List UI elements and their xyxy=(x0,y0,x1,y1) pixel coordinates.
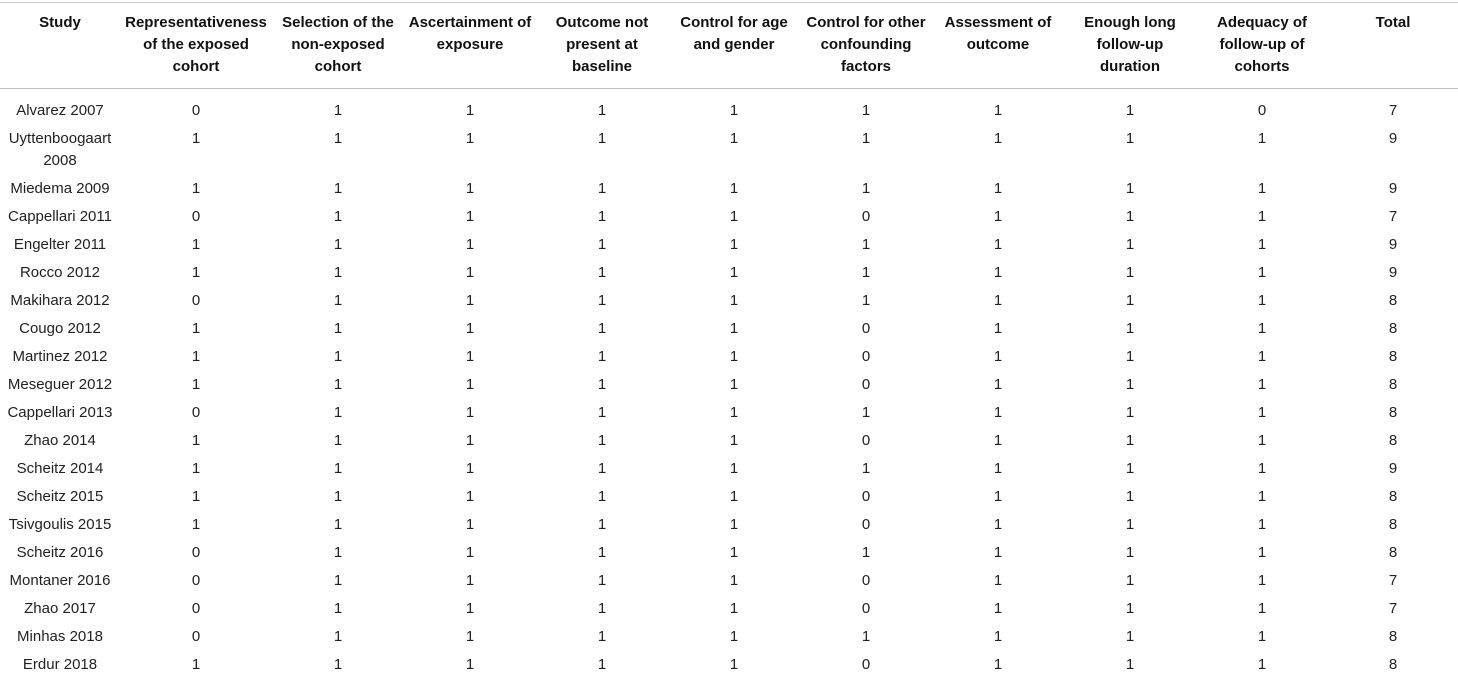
cell-outcome-baseline: 1 xyxy=(597,320,607,337)
cell-selection-non-exposed: 1 xyxy=(333,348,343,365)
cell-control-age-gender: 1 xyxy=(729,236,739,253)
cell-assessment-outcome: 1 xyxy=(993,348,1003,365)
cell-follow-up-adequacy: 1 xyxy=(1257,460,1267,477)
cell-study: Makihara 2012 xyxy=(10,292,110,309)
cell-total: 9 xyxy=(1388,264,1398,281)
cell-study: Cappellari 2013 xyxy=(7,404,113,421)
cell-outcome-baseline: 1 xyxy=(597,404,607,421)
cell-outcome-baseline: 1 xyxy=(597,348,607,365)
cell-control-confounding: 0 xyxy=(861,488,871,505)
cell-representativeness: 0 xyxy=(191,628,201,645)
cell-assessment-outcome: 1 xyxy=(993,292,1003,309)
cell-control-age-gender: 1 xyxy=(729,264,739,281)
cell-follow-up-duration: 1 xyxy=(1125,600,1135,617)
cell-selection-non-exposed: 1 xyxy=(333,236,343,253)
cell-total: 9 xyxy=(1388,460,1398,477)
cell-selection-non-exposed: 1 xyxy=(333,516,343,533)
cell-outcome-baseline: 1 xyxy=(597,488,607,505)
cell-study: Martinez 2012 xyxy=(12,348,108,365)
cell-study: Cougo 2012 xyxy=(19,320,101,337)
cell-study: Miedema 2009 xyxy=(10,180,110,197)
header-row xyxy=(0,3,1458,89)
header-control-age-gender: Control for age and gender xyxy=(668,3,800,89)
cell-follow-up-adequacy: 1 xyxy=(1257,320,1267,337)
cell-ascertainment: 1 xyxy=(465,572,475,589)
cell-total: 9 xyxy=(1388,236,1398,253)
cell-representativeness: 1 xyxy=(191,488,201,505)
cell-control-confounding: 1 xyxy=(861,130,871,147)
cell-assessment-outcome: 1 xyxy=(993,320,1003,337)
cell-study: Scheitz 2014 xyxy=(16,460,104,477)
cell-total: 8 xyxy=(1388,376,1398,393)
cell-total: 7 xyxy=(1388,600,1398,617)
cell-ascertainment: 1 xyxy=(465,544,475,561)
cell-assessment-outcome: 1 xyxy=(993,236,1003,253)
cell-ascertainment: 1 xyxy=(465,404,475,421)
cell-assessment-outcome: 1 xyxy=(993,130,1003,147)
cell-control-confounding: 1 xyxy=(861,102,871,119)
table-row xyxy=(0,539,1458,567)
cell-follow-up-duration: 1 xyxy=(1125,656,1135,673)
cell-control-confounding: 1 xyxy=(861,236,871,253)
cell-total: 8 xyxy=(1388,656,1398,673)
cell-control-age-gender: 1 xyxy=(729,628,739,645)
cell-control-age-gender: 1 xyxy=(729,348,739,365)
cell-ascertainment: 1 xyxy=(465,600,475,617)
header-follow-up-duration: Enough long follow-up duration xyxy=(1064,3,1196,89)
cell-selection-non-exposed: 1 xyxy=(333,102,343,119)
cell-follow-up-duration: 1 xyxy=(1125,208,1135,225)
cell-follow-up-adequacy: 1 xyxy=(1257,264,1267,281)
header-selection-non-exposed: Selection of the non-exposed cohort xyxy=(272,3,404,89)
cell-selection-non-exposed: 1 xyxy=(333,208,343,225)
cell-ascertainment: 1 xyxy=(465,628,475,645)
cell-representativeness: 0 xyxy=(191,208,201,225)
cell-follow-up-duration: 1 xyxy=(1125,404,1135,421)
cell-selection-non-exposed: 1 xyxy=(333,130,343,147)
cell-selection-non-exposed: 1 xyxy=(333,180,343,197)
cell-study: Erdur 2018 xyxy=(22,656,98,673)
header-study: Study xyxy=(0,3,120,89)
cell-ascertainment: 1 xyxy=(465,516,475,533)
cell-follow-up-adequacy: 1 xyxy=(1257,180,1267,197)
cell-follow-up-duration: 1 xyxy=(1125,180,1135,197)
header-follow-up-adequacy: Adequacy of follow-up of cohorts xyxy=(1196,3,1328,89)
cell-control-age-gender: 1 xyxy=(729,572,739,589)
cell-total: 9 xyxy=(1388,180,1398,197)
cell-study: Tsivgoulis 2015 xyxy=(8,516,112,533)
cell-representativeness: 1 xyxy=(191,516,201,533)
cell-selection-non-exposed: 1 xyxy=(333,544,343,561)
cell-control-confounding: 0 xyxy=(861,348,871,365)
cell-total: 9 xyxy=(1388,130,1398,147)
cell-follow-up-duration: 1 xyxy=(1125,628,1135,645)
cell-representativeness: 0 xyxy=(191,572,201,589)
cell-study: Scheitz 2015 xyxy=(16,488,104,505)
cell-follow-up-adequacy: 1 xyxy=(1257,236,1267,253)
cell-control-age-gender: 1 xyxy=(729,376,739,393)
cell-total: 8 xyxy=(1388,292,1398,309)
cell-representativeness: 1 xyxy=(191,130,201,147)
cell-outcome-baseline: 1 xyxy=(597,432,607,449)
cell-control-age-gender: 1 xyxy=(729,320,739,337)
cell-total: 7 xyxy=(1388,572,1398,589)
cell-follow-up-adequacy: 1 xyxy=(1257,600,1267,617)
cell-total: 8 xyxy=(1388,544,1398,561)
cell-control-confounding: 0 xyxy=(861,516,871,533)
cell-control-confounding: 0 xyxy=(861,656,871,673)
cell-outcome-baseline: 1 xyxy=(597,460,607,477)
cell-follow-up-duration: 1 xyxy=(1125,460,1135,477)
quality-assessment-table xyxy=(0,2,1458,679)
cell-follow-up-duration: 1 xyxy=(1125,102,1135,119)
cell-study: Zhao 2014 xyxy=(24,432,96,449)
table-row xyxy=(0,455,1458,483)
cell-follow-up-adequacy: 1 xyxy=(1257,292,1267,309)
cell-ascertainment: 1 xyxy=(465,208,475,225)
cell-control-age-gender: 1 xyxy=(729,180,739,197)
cell-study: Engelter 2011 xyxy=(13,236,107,253)
cell-ascertainment: 1 xyxy=(465,376,475,393)
cell-total: 8 xyxy=(1388,488,1398,505)
cell-ascertainment: 1 xyxy=(465,236,475,253)
cell-selection-non-exposed: 1 xyxy=(333,432,343,449)
cell-representativeness: 0 xyxy=(191,544,201,561)
cell-selection-non-exposed: 1 xyxy=(333,404,343,421)
cell-assessment-outcome: 1 xyxy=(993,102,1003,119)
table-row xyxy=(0,259,1458,287)
cell-selection-non-exposed: 1 xyxy=(333,292,343,309)
cell-outcome-baseline: 1 xyxy=(597,544,607,561)
table-row xyxy=(0,623,1458,651)
cell-ascertainment: 1 xyxy=(465,292,475,309)
cell-control-confounding: 1 xyxy=(861,628,871,645)
cell-outcome-baseline: 1 xyxy=(597,572,607,589)
cell-assessment-outcome: 1 xyxy=(993,180,1003,197)
cell-representativeness: 1 xyxy=(191,236,201,253)
cell-follow-up-duration: 1 xyxy=(1125,544,1135,561)
cell-control-confounding: 1 xyxy=(861,180,871,197)
header-total: Total xyxy=(1328,3,1458,89)
cell-control-age-gender: 1 xyxy=(729,656,739,673)
table-row xyxy=(0,343,1458,371)
cell-representativeness: 0 xyxy=(191,404,201,421)
cell-study: Rocco 2012 xyxy=(19,264,101,281)
cell-representativeness: 1 xyxy=(191,432,201,449)
table-row xyxy=(0,89,1458,126)
cell-selection-non-exposed: 1 xyxy=(333,600,343,617)
cell-study: Cappellari 2011 xyxy=(8,208,112,225)
cell-study: Meseguer 2012 xyxy=(7,376,113,393)
cell-outcome-baseline: 1 xyxy=(597,208,607,225)
cell-total: 8 xyxy=(1388,404,1398,421)
cell-control-confounding: 0 xyxy=(861,600,871,617)
cell-control-age-gender: 1 xyxy=(729,292,739,309)
cell-follow-up-duration: 1 xyxy=(1125,432,1135,449)
cell-follow-up-adequacy: 1 xyxy=(1257,572,1267,589)
cell-follow-up-adequacy: 1 xyxy=(1257,544,1267,561)
table-row xyxy=(0,399,1458,427)
cell-representativeness: 0 xyxy=(191,292,201,309)
cell-outcome-baseline: 1 xyxy=(597,236,607,253)
cell-control-confounding: 1 xyxy=(861,460,871,477)
cell-assessment-outcome: 1 xyxy=(993,432,1003,449)
cell-assessment-outcome: 1 xyxy=(993,628,1003,645)
cell-control-age-gender: 1 xyxy=(729,432,739,449)
cell-assessment-outcome: 1 xyxy=(993,516,1003,533)
cell-control-age-gender: 1 xyxy=(729,460,739,477)
cell-control-age-gender: 1 xyxy=(729,600,739,617)
cell-follow-up-duration: 1 xyxy=(1125,572,1135,589)
table-row xyxy=(0,427,1458,455)
cell-follow-up-adequacy: 1 xyxy=(1257,404,1267,421)
header-control-confounding: Control for other confounding factors xyxy=(800,3,932,89)
table-row xyxy=(0,651,1458,679)
cell-assessment-outcome: 1 xyxy=(993,544,1003,561)
cell-representativeness: 1 xyxy=(191,264,201,281)
table-row xyxy=(0,203,1458,231)
cell-representativeness: 1 xyxy=(191,376,201,393)
cell-selection-non-exposed: 1 xyxy=(333,628,343,645)
cell-total: 8 xyxy=(1388,628,1398,645)
table-row xyxy=(0,567,1458,595)
cell-control-age-gender: 1 xyxy=(729,516,739,533)
cell-follow-up-duration: 1 xyxy=(1125,320,1135,337)
cell-outcome-baseline: 1 xyxy=(597,102,607,119)
cell-selection-non-exposed: 1 xyxy=(333,572,343,589)
cell-follow-up-adequacy: 1 xyxy=(1257,488,1267,505)
cell-control-confounding: 1 xyxy=(861,544,871,561)
cell-follow-up-adequacy: 1 xyxy=(1257,208,1267,225)
cell-follow-up-duration: 1 xyxy=(1125,236,1135,253)
cell-ascertainment: 1 xyxy=(465,432,475,449)
cell-outcome-baseline: 1 xyxy=(597,516,607,533)
cell-control-age-gender: 1 xyxy=(729,404,739,421)
cell-control-confounding: 0 xyxy=(861,320,871,337)
cell-assessment-outcome: 1 xyxy=(993,460,1003,477)
cell-assessment-outcome: 1 xyxy=(993,208,1003,225)
cell-assessment-outcome: 1 xyxy=(993,264,1003,281)
cell-selection-non-exposed: 1 xyxy=(333,460,343,477)
cell-outcome-baseline: 1 xyxy=(597,628,607,645)
cell-representativeness: 0 xyxy=(191,600,201,617)
cell-study: Scheitz 2016 xyxy=(16,544,104,561)
cell-control-age-gender: 1 xyxy=(729,102,739,119)
cell-total: 8 xyxy=(1388,516,1398,533)
header-ascertainment: Ascertainment of exposure xyxy=(404,3,536,89)
cell-control-confounding: 0 xyxy=(861,432,871,449)
cell-study: Uyttenboogaart 2008 xyxy=(8,130,112,169)
cell-selection-non-exposed: 1 xyxy=(333,376,343,393)
cell-follow-up-adequacy: 0 xyxy=(1257,102,1267,119)
cell-follow-up-adequacy: 1 xyxy=(1257,516,1267,533)
cell-ascertainment: 1 xyxy=(465,264,475,281)
cell-ascertainment: 1 xyxy=(465,102,475,119)
cell-total: 7 xyxy=(1388,208,1398,225)
table-row xyxy=(0,483,1458,511)
cell-assessment-outcome: 1 xyxy=(993,404,1003,421)
cell-assessment-outcome: 1 xyxy=(993,488,1003,505)
cell-representativeness: 1 xyxy=(191,460,201,477)
cell-outcome-baseline: 1 xyxy=(597,180,607,197)
cell-control-confounding: 0 xyxy=(861,376,871,393)
cell-total: 8 xyxy=(1388,432,1398,449)
cell-follow-up-adequacy: 1 xyxy=(1257,432,1267,449)
cell-total: 8 xyxy=(1388,348,1398,365)
cell-follow-up-duration: 1 xyxy=(1125,516,1135,533)
header-outcome-baseline: Outcome not present at baseline xyxy=(536,3,668,89)
cell-study: Zhao 2017 xyxy=(24,600,96,617)
header-assessment-outcome: Assessment of outcome xyxy=(932,3,1064,89)
cell-control-confounding: 1 xyxy=(861,264,871,281)
cell-study: Minhas 2018 xyxy=(17,628,103,645)
cell-follow-up-duration: 1 xyxy=(1125,488,1135,505)
cell-follow-up-duration: 1 xyxy=(1125,292,1135,309)
cell-ascertainment: 1 xyxy=(465,130,475,147)
table-row xyxy=(0,287,1458,315)
cell-selection-non-exposed: 1 xyxy=(333,320,343,337)
cell-control-confounding: 1 xyxy=(861,292,871,309)
table-row xyxy=(0,511,1458,539)
cell-follow-up-duration: 1 xyxy=(1125,264,1135,281)
cell-follow-up-duration: 1 xyxy=(1125,348,1135,365)
table-body xyxy=(0,89,1458,679)
table-row xyxy=(0,371,1458,399)
table-header xyxy=(0,3,1458,89)
cell-control-confounding: 0 xyxy=(861,208,871,225)
cell-representativeness: 1 xyxy=(191,656,201,673)
cell-representativeness: 1 xyxy=(191,320,201,337)
cell-ascertainment: 1 xyxy=(465,488,475,505)
cell-assessment-outcome: 1 xyxy=(993,572,1003,589)
cell-representativeness: 1 xyxy=(191,180,201,197)
cell-control-confounding: 1 xyxy=(861,404,871,421)
cell-follow-up-adequacy: 1 xyxy=(1257,656,1267,673)
cell-control-age-gender: 1 xyxy=(729,130,739,147)
cell-follow-up-adequacy: 1 xyxy=(1257,376,1267,393)
cell-total: 8 xyxy=(1388,320,1398,337)
cell-follow-up-duration: 1 xyxy=(1125,130,1135,147)
cell-follow-up-duration: 1 xyxy=(1125,376,1135,393)
cell-ascertainment: 1 xyxy=(465,656,475,673)
cell-assessment-outcome: 1 xyxy=(993,600,1003,617)
cell-control-confounding: 0 xyxy=(861,572,871,589)
table-row xyxy=(0,125,1458,175)
cell-total: 7 xyxy=(1388,102,1398,119)
cell-representativeness: 0 xyxy=(191,102,201,119)
cell-assessment-outcome: 1 xyxy=(993,656,1003,673)
cell-outcome-baseline: 1 xyxy=(597,656,607,673)
cell-follow-up-adequacy: 1 xyxy=(1257,628,1267,645)
table-row xyxy=(0,595,1458,623)
cell-representativeness: 1 xyxy=(191,348,201,365)
cell-ascertainment: 1 xyxy=(465,348,475,365)
cell-outcome-baseline: 1 xyxy=(597,264,607,281)
cell-follow-up-adequacy: 1 xyxy=(1257,130,1267,147)
table-row xyxy=(0,175,1458,203)
table-row xyxy=(0,231,1458,259)
cell-ascertainment: 1 xyxy=(465,460,475,477)
cell-selection-non-exposed: 1 xyxy=(333,488,343,505)
header-representativeness: Representativeness of the exposed cohort xyxy=(120,3,272,89)
cell-ascertainment: 1 xyxy=(465,180,475,197)
cell-ascertainment: 1 xyxy=(465,320,475,337)
cell-selection-non-exposed: 1 xyxy=(333,656,343,673)
cell-study: Alvarez 2007 xyxy=(16,102,104,119)
cell-outcome-baseline: 1 xyxy=(597,376,607,393)
cell-outcome-baseline: 1 xyxy=(597,600,607,617)
cell-outcome-baseline: 1 xyxy=(597,292,607,309)
cell-assessment-outcome: 1 xyxy=(993,376,1003,393)
cell-control-age-gender: 1 xyxy=(729,488,739,505)
cell-outcome-baseline: 1 xyxy=(597,130,607,147)
cell-selection-non-exposed: 1 xyxy=(333,264,343,281)
table-row xyxy=(0,315,1458,343)
cell-study: Montaner 2016 xyxy=(9,572,111,589)
cell-control-age-gender: 1 xyxy=(729,208,739,225)
cell-follow-up-adequacy: 1 xyxy=(1257,348,1267,365)
cell-control-age-gender: 1 xyxy=(729,544,739,561)
